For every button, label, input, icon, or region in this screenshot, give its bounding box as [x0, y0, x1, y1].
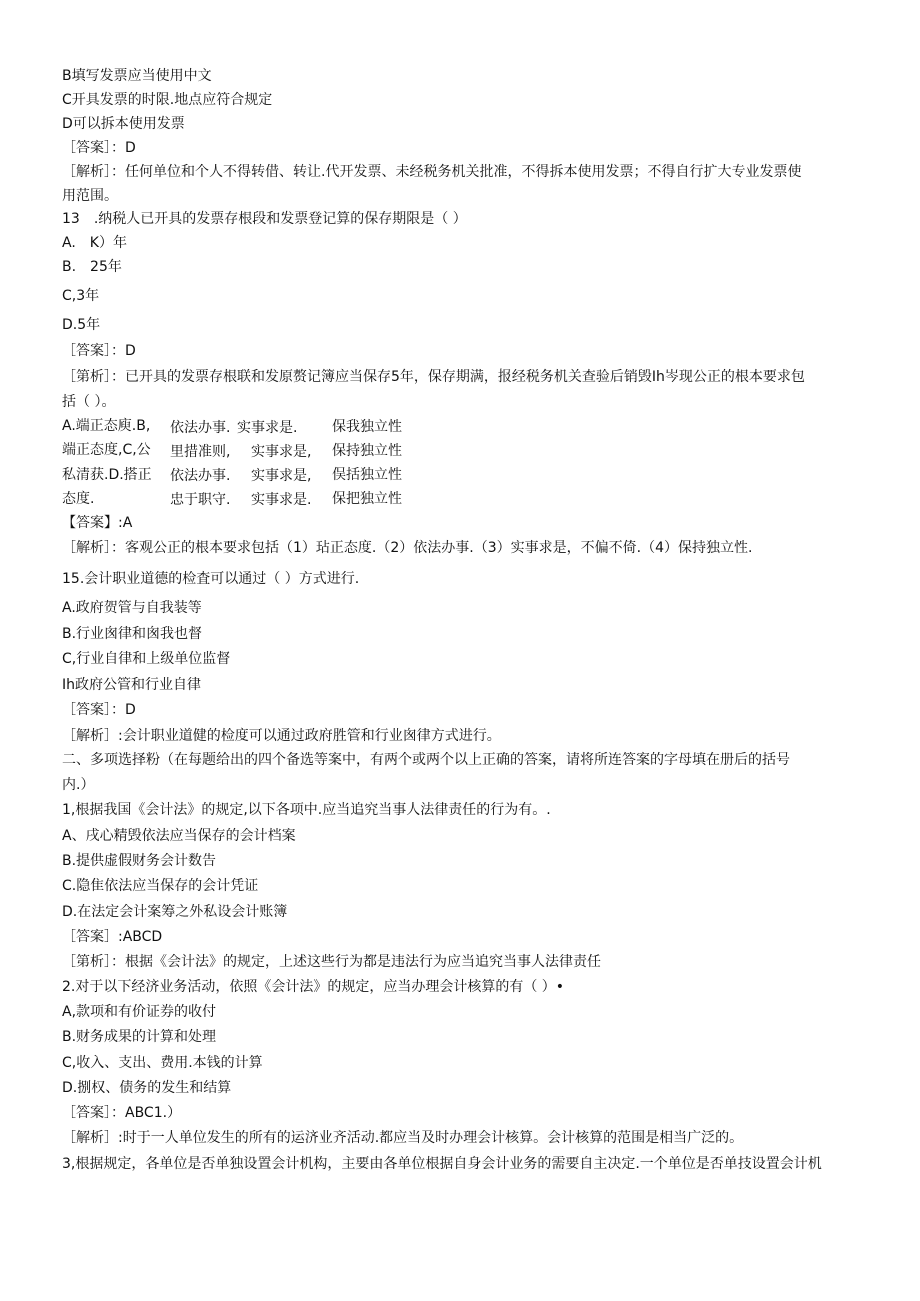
option-d-line: D.捌权、债务的发生和结算 — [62, 1080, 232, 1096]
table-cell: A.端正态庾.B, — [62, 418, 151, 434]
option-d-line: D.在法定会计案筹之外私设会计账簿 — [62, 904, 288, 920]
option-b-line: B.提供虚假财务会计数告 — [62, 853, 217, 869]
table-cell: 实事求是, — [251, 444, 312, 460]
option-c-line: C,行业自律和上级单位监督 — [62, 651, 231, 667]
question-2-line: 2.对于以下经济业务活动，依照《会计法》的规定，应当办理会计核算的有（ ）• — [62, 979, 565, 995]
analysis-line: ［解析］：客观公正的根本要求包括（1）玷正态度.（2）依法办事.（3）实事求是，不偏不倚.（4）保持独立性. — [62, 540, 753, 556]
table-cell: 端正态度,C,公 — [62, 442, 151, 458]
table-cell: 实事求是. — [251, 492, 312, 508]
analysis-line: ［第析］：已开具的发票存根联和发原赘记簿应当保存5年，保存期满，报经税务机关查验后销毁Ih岑现公正的根本要求包 — [62, 369, 805, 385]
question-1-line: 1,根据我国《会计法》的规定,以下各项中.应当追究当事人法律责任的行为有。. — [62, 802, 551, 818]
table-cell: 保把独立性 — [332, 491, 402, 507]
table-cell: 依法办事. — [170, 420, 231, 436]
option-d-line: D.5年 — [62, 317, 101, 333]
table-cell: 实事求是, — [251, 468, 312, 484]
table-cell: 依法办事. — [170, 468, 231, 484]
analysis-line: ［解析］:会计职业道健的检度可以通过政府胜管和行业囪律方式进行。 — [62, 728, 501, 744]
table-cell: 俣括独立性 — [332, 467, 402, 483]
analysis-line: ［解析］：任何单位和个人不得转借、转让.代开发票、未经税务机关批准，不得拆本使用发票；不得自行扩大专业发票使 — [62, 164, 802, 180]
option-b-line: B填写发票应当使用中文 — [62, 68, 212, 84]
option-c-line: C开具发票的时限.地点应符合规定 — [62, 92, 273, 108]
option-c-line: C.隐隹依法应当保存的会计凭证 — [62, 878, 259, 894]
option-d-line: D可以拆本使用发票 — [62, 116, 185, 132]
option-c-line: C,收入、支出、费用.本钱的计算 — [62, 1055, 263, 1071]
option-b-line: B.财务成果的计算和处理 — [62, 1029, 217, 1045]
question-15-line: 15.会计职业道德的检査可以通过（ ）方式进行. — [62, 571, 360, 587]
option-b-line: B. 25年 — [62, 259, 122, 275]
table-cell: 里措准则, — [170, 444, 231, 460]
analysis-line: ［第析］：根据《会计法》的规定，上述这些行为都是违法行为应当追究当事人法律责任 — [62, 954, 601, 970]
option-a-line: A. K）年 — [62, 235, 127, 251]
answer-line: ［答案］：D — [62, 343, 136, 359]
table-cell: 保持独立性 — [332, 443, 402, 459]
table-cell: 忠于职守. — [170, 492, 231, 508]
option-b-line: B.行业囪律和囪我也督 — [62, 626, 203, 642]
analysis-line: ［解析］:时于一人单位发生的所有的运济业齐活动.都应当及时办理会计核算。会计核算的范围是相当广泛的。 — [62, 1130, 744, 1146]
option-a-line: A,款项和有价证券的收付 — [62, 1004, 217, 1020]
option-a-line: A、戌心精毁依法应当保存的会计档案 — [62, 828, 296, 844]
table-cell: 态度. — [62, 491, 95, 507]
option-c-line: C,3年 — [62, 288, 100, 304]
option-a-line: A.政府贺管与自我装等 — [62, 600, 202, 616]
answer-line: ［答案］：D — [62, 702, 136, 718]
analysis-line-cont: 用范围。 — [62, 188, 118, 204]
answer-line: 【答案】:A — [62, 515, 133, 531]
section-heading-cont: 内.） — [62, 777, 95, 793]
table-cell: 私清获.D.搭正 — [62, 467, 152, 483]
analysis-line-cont: 括（ ）。 — [62, 394, 116, 410]
answer-line: ［答案］:ABCD — [62, 929, 163, 945]
table-cell: 保我独立性 — [332, 419, 402, 435]
table-cell: 实事求是. — [237, 420, 298, 436]
question-3-line: 3,根据规定，各单位是否单独设置会计机构，主要由各单位根据自身会计业务的需要自主决定.一个单位是否单技设置会计机 — [62, 1156, 822, 1172]
option-d-line: Ih政府公管和行业自律 — [62, 677, 202, 693]
answer-line: ［答案］：D — [62, 140, 136, 156]
answer-line: ［答案］：ABC1.） — [62, 1105, 182, 1121]
section-heading: 二、多项选择粉（在每题给出的四个备选等案中，有两个或两个以上正确的答案，请将所连答案的字母填在册后的括号 — [62, 752, 790, 768]
question-13-line: 13 .纳税人已开具的发票存根段和发票登记算的保存期限是（ ） — [62, 211, 467, 227]
